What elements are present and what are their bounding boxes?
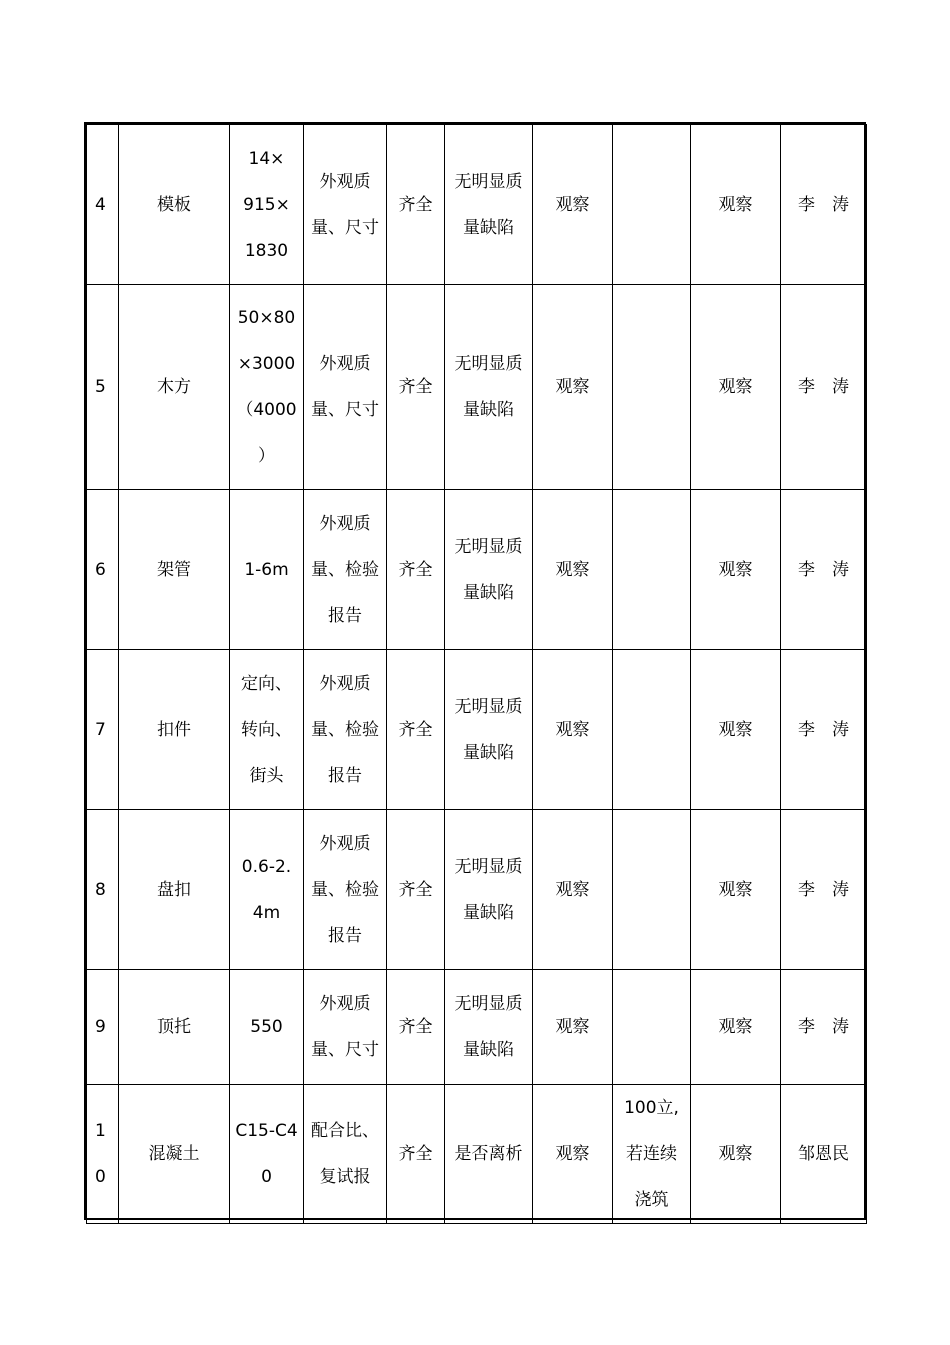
documents-status: 齐全 <box>387 285 445 490</box>
documents-status: 齐全 <box>387 650 445 810</box>
material-inspection-table-wrapper <box>84 122 866 1220</box>
row-number: 4 <box>87 125 119 285</box>
material-spec: 0.6-2. 4m <box>230 810 304 970</box>
responsible-person: 李 涛 <box>781 970 867 1085</box>
table-row <box>87 490 867 650</box>
inspection-method: 观察 <box>533 650 613 810</box>
inspection-method: 观察 <box>533 125 613 285</box>
material-name: 木方 <box>119 285 230 490</box>
sampling-frequency <box>613 650 691 810</box>
material-spec: C15-C4 0 <box>230 1085 304 1224</box>
row-number: 8 <box>87 810 119 970</box>
inspection-method: 观察 <box>533 285 613 490</box>
sampling-frequency: 100立, 若连续 浇筑 <box>613 1085 691 1224</box>
documents-status: 齐全 <box>387 490 445 650</box>
material-spec: 定向、 转向、 街头 <box>230 650 304 810</box>
sampling-frequency <box>613 810 691 970</box>
acceptance-result: 观察 <box>691 1085 781 1224</box>
documents-status: 齐全 <box>387 810 445 970</box>
material-spec: 14× 915× 1830 <box>230 125 304 285</box>
sampling-frequency <box>613 970 691 1085</box>
row-number: 9 <box>87 970 119 1085</box>
quality-result: 无明显质 量缺陷 <box>445 970 533 1085</box>
quality-result: 无明显质 量缺陷 <box>445 125 533 285</box>
table-row <box>87 810 867 970</box>
material-spec: 1-6m <box>230 490 304 650</box>
sampling-frequency <box>613 125 691 285</box>
responsible-person: 李 涛 <box>781 490 867 650</box>
acceptance-result: 观察 <box>691 810 781 970</box>
responsible-person: 李 涛 <box>781 810 867 970</box>
material-name: 模板 <box>119 125 230 285</box>
material-name: 顶托 <box>119 970 230 1085</box>
sampling-frequency <box>613 490 691 650</box>
quality-result: 无明显质 量缺陷 <box>445 285 533 490</box>
quality-result: 无明显质 量缺陷 <box>445 650 533 810</box>
quality-result: 无明显质 量缺陷 <box>445 810 533 970</box>
acceptance-result: 观察 <box>691 285 781 490</box>
table-row <box>87 285 867 490</box>
documents-status: 齐全 <box>387 125 445 285</box>
acceptance-result: 观察 <box>691 125 781 285</box>
inspection-method: 观察 <box>533 490 613 650</box>
row-number: 10 <box>87 1085 119 1224</box>
material-name: 盘扣 <box>119 810 230 970</box>
acceptance-result: 观察 <box>691 490 781 650</box>
inspection-items: 外观质 量、检验 报告 <box>304 650 387 810</box>
documents-status: 齐全 <box>387 1085 445 1224</box>
inspection-items: 外观质 量、尺寸 <box>304 970 387 1085</box>
row-number: 7 <box>87 650 119 810</box>
material-spec: 50×80 ×3000 （4000 ） <box>230 285 304 490</box>
inspection-method: 观察 <box>533 810 613 970</box>
responsible-person: 李 涛 <box>781 285 867 490</box>
inspection-items: 外观质 量、尺寸 <box>304 285 387 490</box>
inspection-items: 配合比、 复试报 <box>304 1085 387 1224</box>
material-spec: 550 <box>230 970 304 1085</box>
material-inspection-table <box>86 124 867 1224</box>
row-number: 6 <box>87 490 119 650</box>
responsible-person: 李 涛 <box>781 650 867 810</box>
inspection-method: 观察 <box>533 970 613 1085</box>
quality-result: 是否离析 <box>445 1085 533 1224</box>
table-row <box>87 1085 867 1224</box>
responsible-person: 李 涛 <box>781 125 867 285</box>
material-name: 扣件 <box>119 650 230 810</box>
table-row <box>87 650 867 810</box>
inspection-items: 外观质 量、尺寸 <box>304 125 387 285</box>
table-row <box>87 125 867 285</box>
inspection-method: 观察 <box>533 1085 613 1224</box>
sampling-frequency <box>613 285 691 490</box>
acceptance-result: 观察 <box>691 650 781 810</box>
inspection-items: 外观质 量、检验 报告 <box>304 810 387 970</box>
responsible-person: 邹恩民 <box>781 1085 867 1224</box>
table-row <box>87 970 867 1085</box>
inspection-items: 外观质 量、检验 报告 <box>304 490 387 650</box>
material-name: 混凝土 <box>119 1085 230 1224</box>
material-name: 架管 <box>119 490 230 650</box>
quality-result: 无明显质 量缺陷 <box>445 490 533 650</box>
row-number: 5 <box>87 285 119 490</box>
documents-status: 齐全 <box>387 970 445 1085</box>
acceptance-result: 观察 <box>691 970 781 1085</box>
